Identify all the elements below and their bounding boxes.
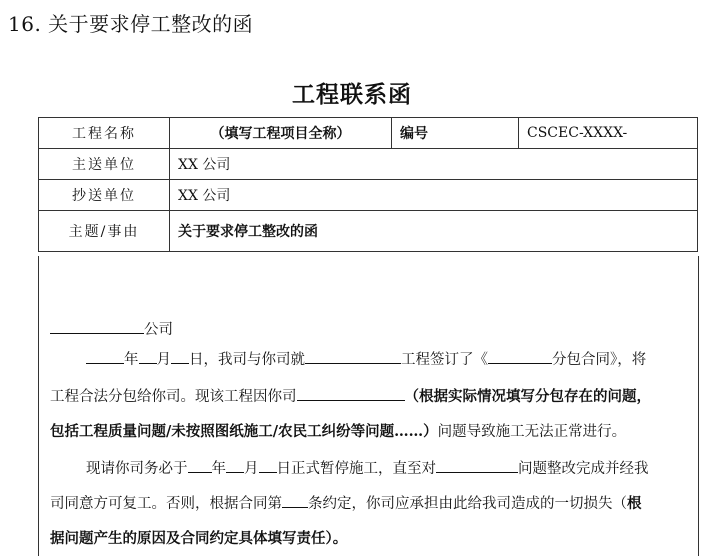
subject-value: 关于要求停工整改的函 [170, 211, 698, 252]
blank [259, 458, 277, 473]
blank [488, 349, 552, 364]
text: 工程签订了《 [401, 352, 488, 368]
cc-label: 抄送单位 [39, 180, 170, 211]
document-title: 工程联系函 [292, 81, 412, 108]
table-row [39, 118, 698, 149]
text: 工程合法分包给你司。现该工程因你司 [50, 389, 297, 405]
blank [282, 493, 308, 508]
table-row [39, 211, 698, 252]
blank [188, 458, 212, 473]
blank [297, 386, 405, 401]
text: 月 [156, 352, 171, 368]
paragraph-line-1 [86, 348, 646, 369]
text: 司同意方可复工。否则，根据合同第 [50, 496, 282, 512]
text: 现请你司务必于 [86, 461, 188, 477]
blank [86, 349, 124, 364]
table-row [39, 149, 698, 180]
addressee-line [50, 318, 173, 339]
company-suffix: 公司 [144, 322, 173, 338]
number-value: CSCEC-XXXX- [519, 118, 698, 149]
paragraph-line-3 [50, 420, 626, 441]
blank [171, 349, 189, 364]
blank [305, 349, 401, 364]
cc-value: XX 公司 [170, 180, 698, 211]
project-name-label: 工程名称 [39, 118, 170, 149]
paragraph-line-6: 据问题产生的原因及合同约定具体填写责任）。 [50, 530, 348, 547]
paragraph-line-2 [50, 385, 651, 406]
paragraph-line-4 [86, 457, 649, 478]
text: 日正式暂停施工，直至对 [276, 461, 436, 477]
blank [436, 458, 518, 473]
text: （根据实际情况填写分包存在的问题， [404, 388, 651, 405]
project-name-value: （填写工程项目全称） [170, 118, 392, 149]
text: 年 [124, 352, 139, 368]
text: 月 [244, 461, 259, 477]
blank [139, 349, 157, 364]
text: 包括工程质量问题/未按照图纸施工/农民工纠纷等问题……） [50, 423, 438, 440]
subject-label: 主题/事由 [39, 211, 170, 252]
paragraph-line-5 [50, 492, 642, 513]
text: ，你司应承担由此给我司造成的一切损失（ [351, 496, 627, 512]
text: 日，我司与你司就 [189, 352, 305, 368]
text: 条约定 [308, 496, 352, 512]
info-table [38, 117, 698, 252]
text: 分包合同》，将 [552, 352, 647, 368]
main-recipient-value: XX 公司 [170, 149, 698, 180]
section-heading: 16. 关于要求停工整改的函 [8, 12, 254, 36]
main-recipient-label: 主送单位 [39, 149, 170, 180]
text: 年 [211, 461, 226, 477]
blank-company [50, 319, 144, 334]
text: 问题导致施工无法正常进行。 [437, 424, 627, 440]
blank [226, 458, 244, 473]
text: 问题整改完成并经我 [518, 461, 649, 477]
text: 根 [627, 495, 642, 512]
number-label: 编号 [392, 118, 519, 149]
table-row [39, 180, 698, 211]
